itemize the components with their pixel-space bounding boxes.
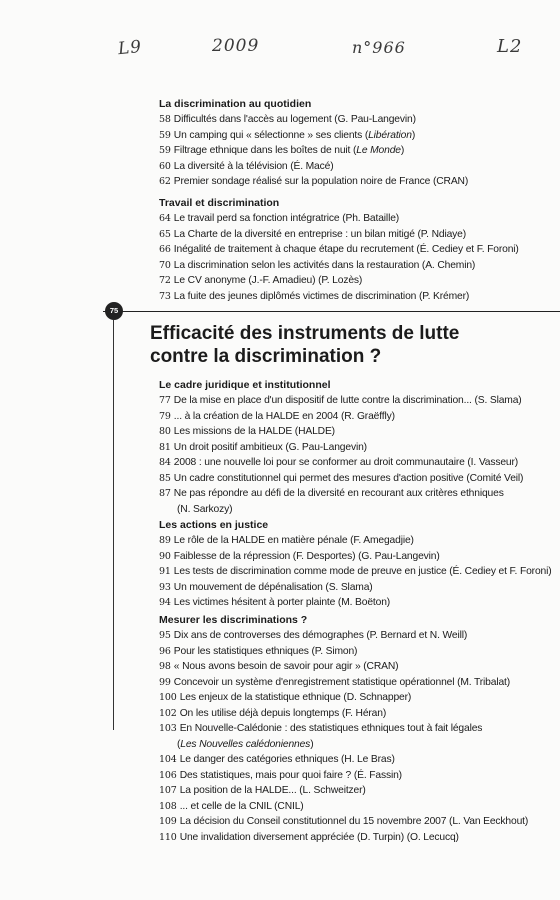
toc-entry bbox=[159, 289, 551, 305]
entry-title: Dix ans de controverses des démographes (P. Bernard et N. Weill) bbox=[173, 630, 468, 641]
page-number: 109 bbox=[159, 816, 177, 827]
entry-title: La position de la HALDE... (L. Schweitzer) bbox=[179, 785, 366, 796]
entry-title: En Nouvelle-Calédonie : des statistiques ethniques tout à fait légales bbox=[179, 723, 483, 734]
entry-title: Ne pas répondre au défi de la diversité en recourant aux critères ethniques bbox=[173, 488, 504, 499]
toc-entry bbox=[159, 174, 551, 190]
page-number: 94 bbox=[159, 597, 171, 608]
page-number: 85 bbox=[159, 472, 171, 484]
toc-entry bbox=[159, 211, 551, 227]
entry-continuation: (Les Nouvelles calédoniennes) bbox=[177, 738, 314, 750]
entry-title: Un cadre constitutionnel qui permet des mesures d'action positive (Comité Veil) bbox=[173, 472, 524, 484]
entry-title: Les enjeux de la statistique ethnique (D. Schnapper) bbox=[179, 692, 412, 703]
entry-title: La Charte de la diversité en entreprise : un bilan mitigé (P. Ndiaye) bbox=[173, 228, 467, 240]
page-number: 79 bbox=[159, 410, 171, 422]
entry-list bbox=[159, 112, 551, 190]
entry-title: Premier sondage réalisé sur la population noire de France (CRAN) bbox=[173, 176, 469, 187]
toc-entry bbox=[159, 440, 551, 456]
page-number: 59 bbox=[159, 145, 171, 156]
entry-continuation: (N. Sarkozy) bbox=[177, 503, 233, 515]
page-number: 66 bbox=[159, 244, 171, 255]
toc-entry bbox=[159, 455, 551, 471]
page-number: 87 bbox=[159, 488, 171, 499]
page-number: 58 bbox=[159, 114, 171, 125]
toc-entry bbox=[159, 128, 551, 144]
section-divider bbox=[103, 311, 560, 312]
section-heading: Travail et discrimination bbox=[159, 197, 280, 209]
page-number: 93 bbox=[159, 581, 171, 593]
section-actions-justice bbox=[159, 518, 551, 611]
entry-list bbox=[159, 211, 551, 304]
toc-entry bbox=[159, 830, 551, 846]
entry-title: De la mise en place d'un dispositif de lutte contre la discrimination... (S. Slama) bbox=[173, 395, 522, 406]
entry-title: On les utilise déjà depuis longtemps (F. Héran) bbox=[179, 707, 387, 719]
entry-title: Un mouvement de dépénalisation (S. Slama) bbox=[173, 581, 373, 593]
entry-title-end: ) bbox=[400, 145, 405, 156]
entry-title: « Nous avons besoin de savoir pour agir » (CRAN) bbox=[173, 661, 399, 672]
toc-entry bbox=[159, 783, 551, 799]
toc-entry-continuation bbox=[159, 502, 551, 518]
toc-entry-continuation bbox=[159, 737, 551, 753]
section-discrimination-quotidien bbox=[159, 97, 551, 190]
page-number: 64 bbox=[159, 213, 171, 224]
page-number: 62 bbox=[159, 176, 171, 187]
entry-title: Faiblesse de la répression (F. Desportes) (G. Pau-Langevin) bbox=[173, 550, 440, 562]
toc-entry bbox=[159, 580, 551, 596]
entry-title: La discrimination selon les activités dans la restauration (A. Chemin) bbox=[173, 259, 476, 271]
page-number: 70 bbox=[159, 259, 171, 271]
page-number: 95 bbox=[159, 630, 171, 641]
section-heading: Mesurer les discriminations ? bbox=[159, 614, 308, 626]
section-travail-discrimination bbox=[159, 196, 551, 304]
entry-title: Le rôle de la HALDE en matière pénale (F. Amegadjie) bbox=[173, 535, 414, 546]
entry-title: Les tests de discrimination comme mode de preuve en justice (É. Cediey et F. Foroni) bbox=[173, 566, 552, 577]
section-heading: Le cadre juridique et institutionnel bbox=[159, 379, 331, 391]
toc-entry bbox=[159, 814, 551, 830]
toc-entry bbox=[159, 424, 551, 440]
entry-title: Le travail perd sa fonction intégratrice (Ph. Bataille) bbox=[173, 213, 400, 224]
entry-list bbox=[159, 533, 551, 611]
handwritten-note-left: L9 bbox=[117, 36, 144, 60]
toc-entry bbox=[159, 143, 551, 159]
entry-title: Une invalidation diversement appréciée (D. Turpin) (O. Lecucq) bbox=[179, 831, 459, 843]
entry-title: La fuite des jeunes diplômés victimes de discrimination (P. Krémer) bbox=[173, 290, 470, 302]
section-cadre-juridique bbox=[159, 378, 551, 517]
toc-entry bbox=[159, 659, 551, 675]
page-number: 107 bbox=[159, 785, 177, 796]
main-title bbox=[150, 322, 530, 368]
toc-entry bbox=[159, 273, 551, 289]
entry-list bbox=[159, 393, 551, 517]
page-number: 110 bbox=[159, 831, 177, 843]
section-mesurer-discriminations bbox=[159, 613, 551, 845]
toc-entry bbox=[159, 721, 551, 737]
entry-title: ... et celle de la CNIL (CNIL) bbox=[179, 800, 304, 812]
toc-entry bbox=[159, 752, 551, 768]
entry-title: Pour les statistiques ethniques (P. Simon) bbox=[173, 645, 358, 657]
entry-title: Concevoir un système d'enregistrement statistique opérationnel (M. Tribalat) bbox=[173, 676, 511, 688]
toc-entry bbox=[159, 112, 551, 128]
entry-title: Le CV anonyme (J.-F. Amadieu) (P. Lozès) bbox=[173, 275, 363, 286]
toc-entry bbox=[159, 159, 551, 175]
entry-title: La diversité à la télévision (É. Macé) bbox=[173, 160, 334, 172]
entry-title: Des statistiques, mais pour quoi faire ? (É. Fassin) bbox=[179, 769, 402, 781]
toc-entry bbox=[159, 595, 551, 611]
toc-entry bbox=[159, 533, 551, 549]
entry-title: Un droit positif ambitieux (G. Pau-Langevin) bbox=[173, 441, 367, 453]
page-number: 65 bbox=[159, 228, 171, 240]
section-heading: Les actions en justice bbox=[159, 519, 269, 531]
page-number: 103 bbox=[159, 723, 177, 734]
main-title-line-1: Efficacité des instruments de lutte bbox=[150, 323, 460, 344]
entry-list bbox=[159, 628, 551, 845]
toc-entry bbox=[159, 393, 551, 409]
page-number: 80 bbox=[159, 426, 171, 437]
section-heading: La discrimination au quotidien bbox=[159, 98, 312, 110]
page-number: 108 bbox=[159, 800, 177, 812]
page-number: 104 bbox=[159, 754, 177, 765]
entry-source-italic: Le Monde bbox=[356, 145, 401, 156]
toc-entry bbox=[159, 706, 551, 722]
main-title-line-2: contre la discrimination ? bbox=[150, 346, 382, 367]
entry-title: La décision du Conseil constitutionnel du 15 novembre 2007 (L. Van Eeckhout) bbox=[179, 816, 529, 827]
entry-title: Les victimes hésitent à porter plainte (M. Boëton) bbox=[173, 597, 391, 608]
page-number: 89 bbox=[159, 535, 171, 546]
entry-title: Difficultés dans l'accès au logement (G. Pau-Langevin) bbox=[173, 114, 416, 125]
toc-entry bbox=[159, 768, 551, 784]
page-number: 98 bbox=[159, 661, 171, 672]
handwritten-year: 2009 bbox=[212, 36, 260, 56]
handwritten-note-right: L2 bbox=[497, 36, 523, 57]
vertical-rule bbox=[113, 320, 114, 730]
page-number: 100 bbox=[159, 692, 177, 703]
handwritten-issue-number: n°966 bbox=[352, 38, 406, 57]
page-number: 72 bbox=[159, 275, 171, 286]
page-number: 91 bbox=[159, 566, 171, 577]
entry-title: 2008 : une nouvelle loi pour se conformer au droit communautaire (I. Vasseur) bbox=[173, 457, 519, 468]
entry-title: Un camping qui « sélectionne » ses clients ( bbox=[173, 129, 369, 141]
toc-entry bbox=[159, 690, 551, 706]
page-number: 99 bbox=[159, 676, 171, 688]
page-number: 106 bbox=[159, 769, 177, 781]
entry-title: Inégalité de traitement à chaque étape du recrutement (É. Cediey et F. Foroni) bbox=[173, 244, 519, 255]
toc-entry bbox=[159, 227, 551, 243]
page-number: 60 bbox=[159, 160, 171, 172]
entry-title: ... à la création de la HALDE en 2004 (R. Graëffly) bbox=[173, 410, 395, 422]
page-number: 84 bbox=[159, 457, 171, 468]
page-number: 59 bbox=[159, 129, 171, 141]
toc-entry bbox=[159, 549, 551, 565]
page-number: 90 bbox=[159, 550, 171, 562]
toc-entry bbox=[159, 409, 551, 425]
page-number: 96 bbox=[159, 645, 171, 657]
entry-title: Les missions de la HALDE (HALDE) bbox=[173, 426, 335, 437]
page-number: 102 bbox=[159, 707, 177, 719]
page-number: 81 bbox=[159, 441, 171, 453]
toc-entry bbox=[159, 628, 551, 644]
toc-entry bbox=[159, 471, 551, 487]
toc-entry bbox=[159, 242, 551, 258]
toc-entry bbox=[159, 675, 551, 691]
entry-title: Filtrage ethnique dans les boîtes de nuit ( bbox=[173, 145, 357, 156]
entry-title-end: ) bbox=[411, 129, 416, 141]
page-number-badge: 75 bbox=[105, 302, 123, 320]
toc-entry bbox=[159, 486, 551, 502]
page-number: 77 bbox=[159, 395, 171, 406]
toc-entry bbox=[159, 564, 551, 580]
toc-entry bbox=[159, 644, 551, 660]
entry-title: Le danger des catégories ethniques (H. Le Bras) bbox=[179, 754, 395, 765]
entry-source-italic: Libération bbox=[368, 129, 412, 141]
toc-entry bbox=[159, 258, 551, 274]
page-number: 73 bbox=[159, 290, 171, 302]
toc-entry bbox=[159, 799, 551, 815]
